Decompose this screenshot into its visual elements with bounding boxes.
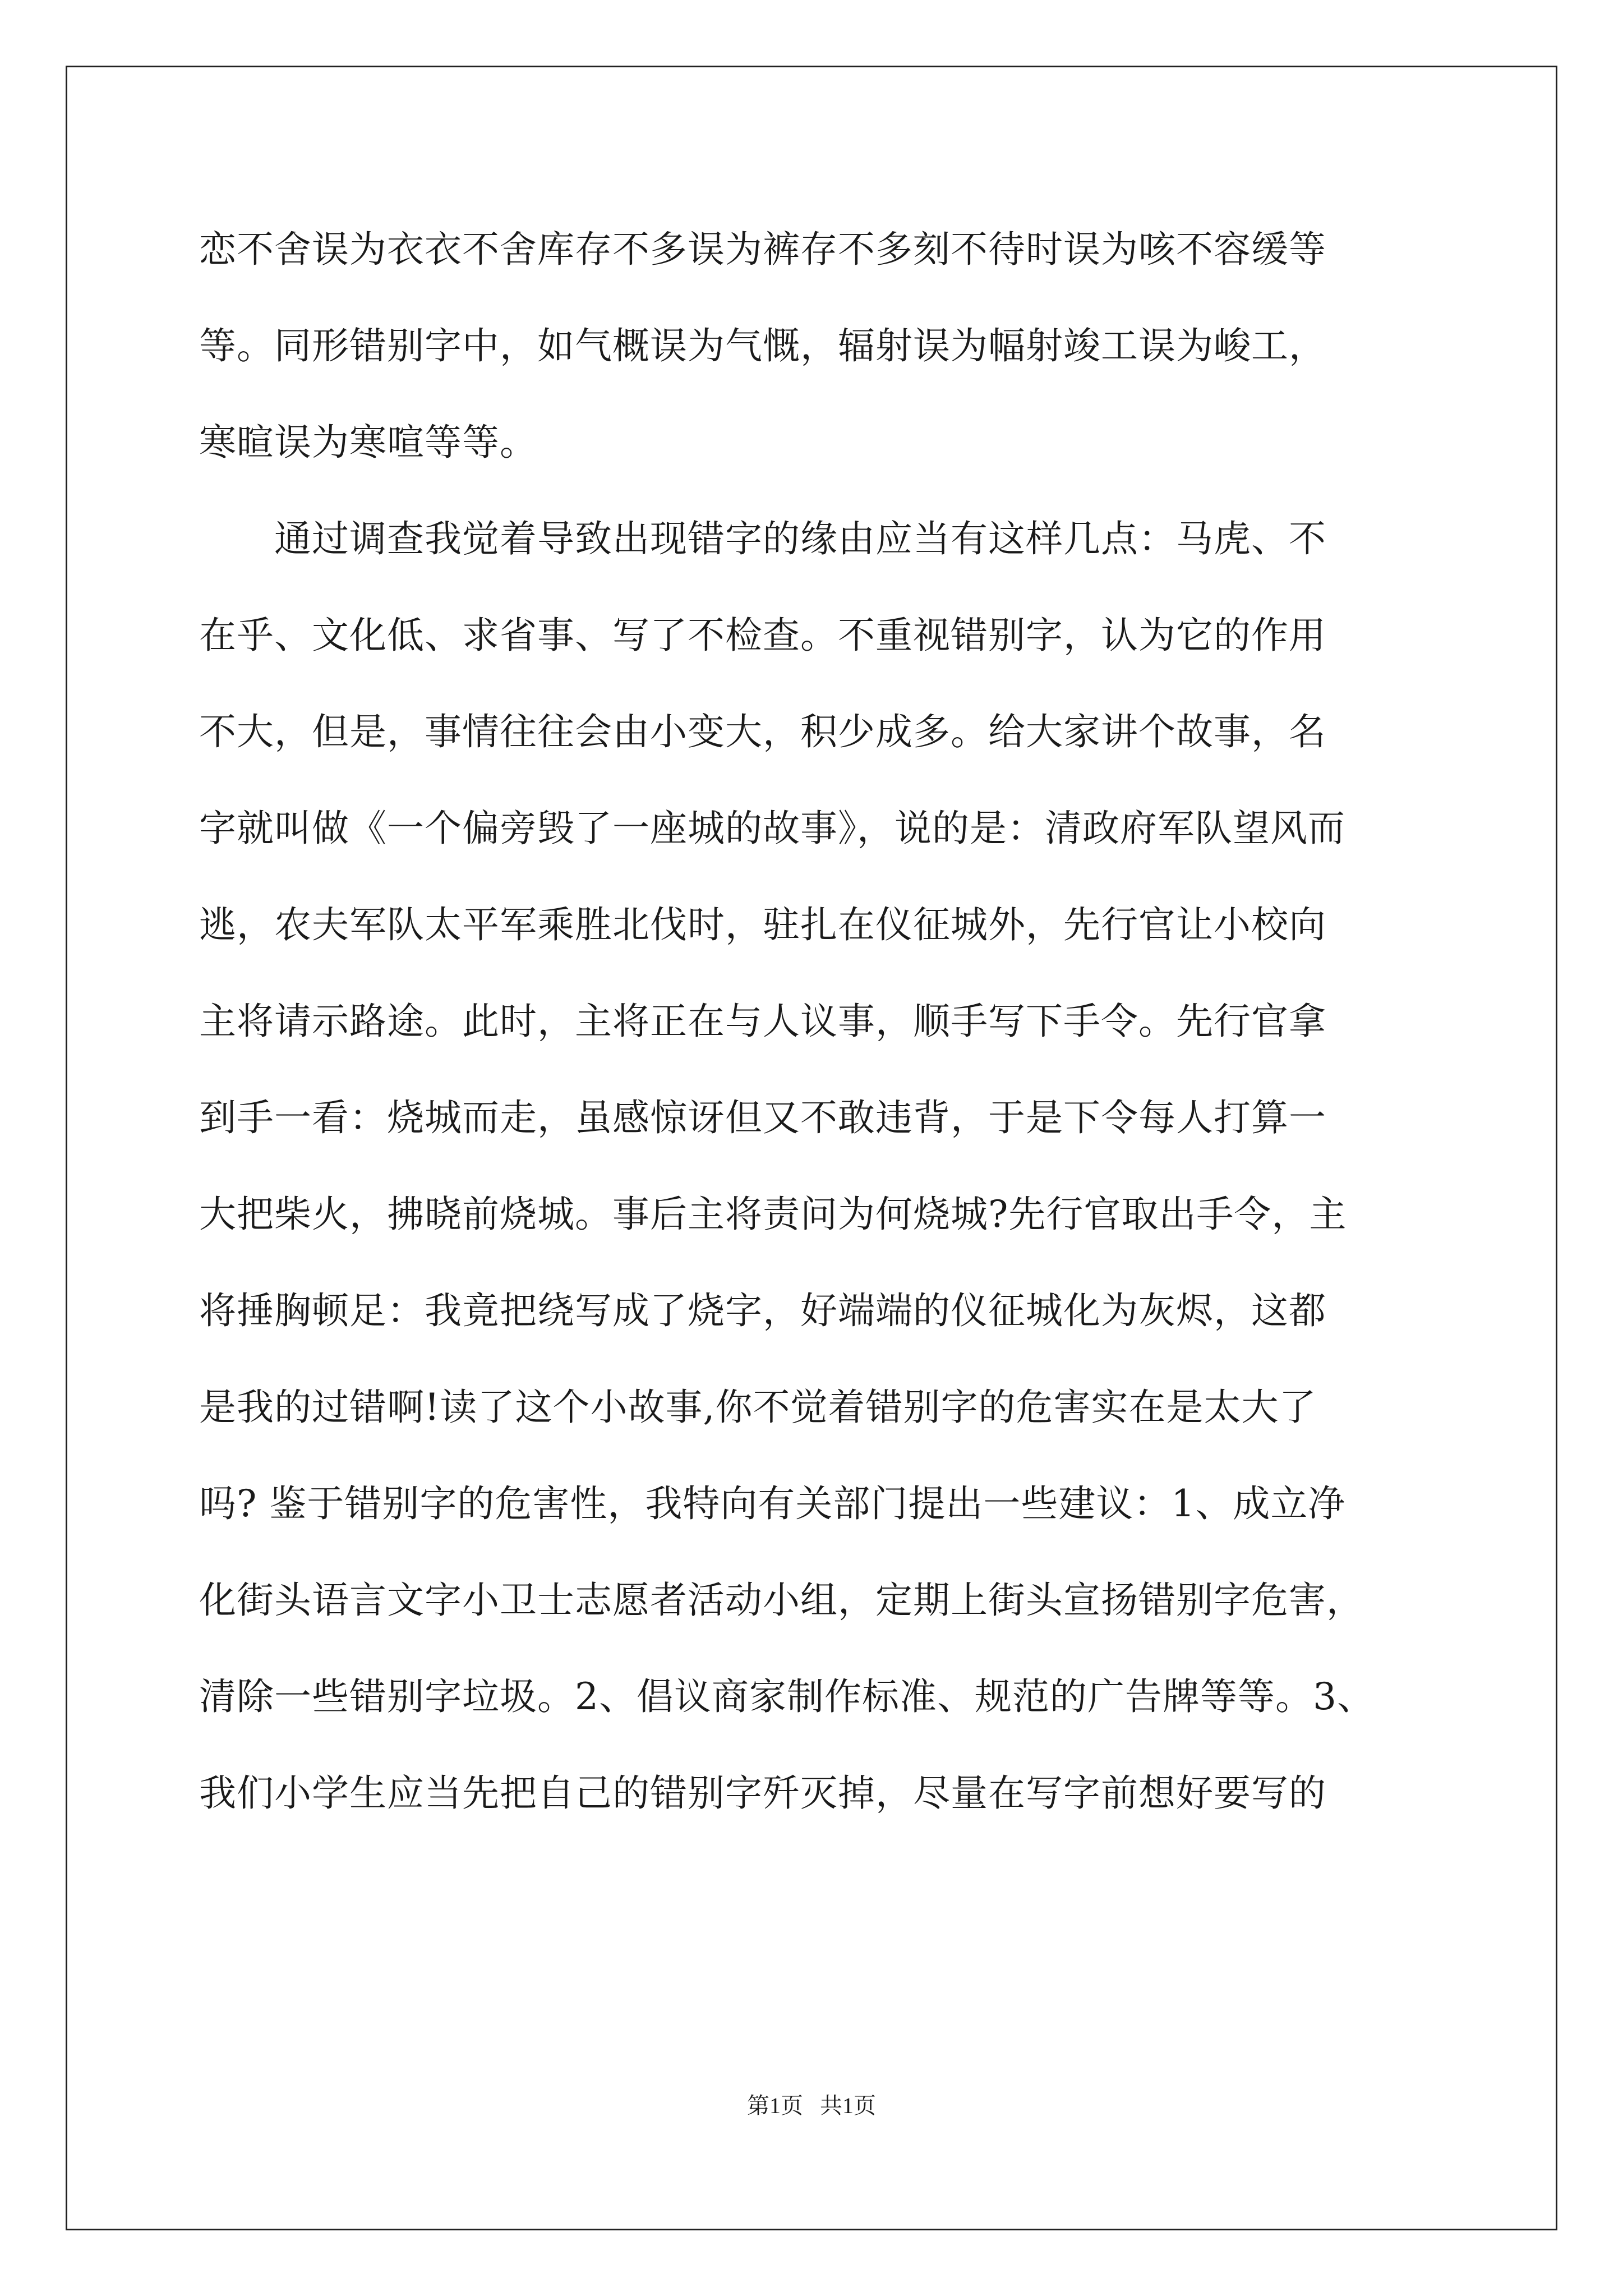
text-line: 恋不舍误为衣衣不舍库存不多误为裤存不多刻不待时误为咳不容缓等 (199, 228, 1326, 271)
text-line: 寒暄误为寒喧等等。 (199, 421, 537, 464)
text-line: 到手一看：烧城而走，虽感惊讶但又不敢违背，于是下令每人打算一 (199, 1096, 1326, 1139)
text-line: 化街头语言文字小卫士志愿者活动小组，定期上街头宣扬错别字危害， (199, 1579, 1364, 1622)
text-line: 逃，农夫军队太平军乘胜北伐时，驻扎在仪征城外，先行官让小校向 (199, 903, 1326, 946)
document-body (199, 210, 1433, 1851)
text-line: 将捶胸顿足：我竟把绕写成了烧字，好端端的仪征城化为灰烬，这都 (199, 1289, 1326, 1332)
text-line: 是我的过错啊!读了这个小故事,你不觉着错别字的危害实在是太大了 (199, 1386, 1317, 1429)
text-line: 主将请示路途。此时，主将正在与人议事，顺手写下手令。先行官拿 (199, 1000, 1326, 1043)
page-footer: 第1页 共1页 (747, 2093, 876, 2118)
text-line: 不大，但是，事情往往会由小变大，积少成多。给大家讲个故事，名 (199, 710, 1326, 753)
text-line: 字就叫做《一个偏旁毁了一座城的故事》，说的是：清政府军队望风而 (199, 807, 1345, 850)
text-line: 等。同形错别字中，如气概误为气慨，辐射误为幅射竣工误为峻工， (199, 324, 1326, 367)
text-line: 吗? 鉴于错别字的危害性，我特向有关部门提出一些建议：1、成立净 (199, 1482, 1346, 1525)
text-line: 清除一些错别字垃圾。2、倡议商家制作标准、规范的广告牌等等。3、 (199, 1675, 1375, 1718)
text-line: 大把柴火，拂晓前烧城。事后主将责问为何烧城?先行官取出手令，主 (199, 1193, 1347, 1236)
text-line: 通过调查我觉着导致出现错字的缘由应当有这样几点：马虎、不 (199, 517, 1326, 560)
text-line: 在乎、文化低、求省事、写了不检查。不重视错别字，认为它的作用 (199, 614, 1326, 657)
text-line: 我们小学生应当先把自己的错别字歼灭掉，尽量在写字前想好要写的 (199, 1772, 1326, 1815)
